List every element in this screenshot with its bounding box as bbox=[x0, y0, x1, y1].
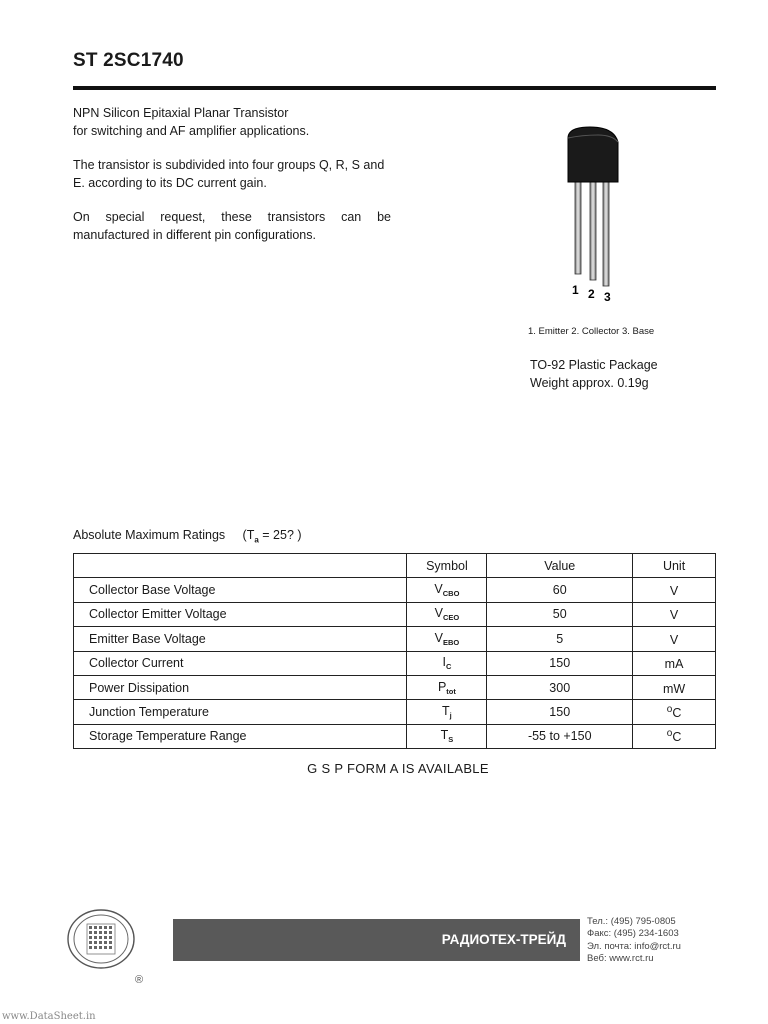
symbol-cell: $I_C$ bbox=[407, 651, 487, 675]
table-row bbox=[74, 651, 716, 675]
symbol-cell: $P_{tot}$ bbox=[407, 675, 487, 699]
company-logo-icon bbox=[66, 908, 136, 970]
value-cell: 60 bbox=[487, 578, 633, 602]
contact-email: Эл. почта: info@rct.ru bbox=[587, 940, 681, 952]
table-row bbox=[74, 578, 716, 602]
table-header-row bbox=[74, 554, 716, 578]
ratings-table-body bbox=[74, 578, 716, 749]
table-row bbox=[74, 602, 716, 626]
pin-number-3: 3 bbox=[604, 290, 611, 304]
symbol-cell: $V_{CEO}$ bbox=[407, 602, 487, 626]
ratings-title: Absolute Maximum Ratings bbox=[73, 528, 226, 542]
unit-cell: mW bbox=[633, 675, 716, 699]
company-banner bbox=[173, 919, 580, 961]
symbol-cell: $V_{EBO}$ bbox=[407, 627, 487, 651]
package-type: TO-92 Plastic Package bbox=[530, 358, 658, 372]
header-unit: Unit bbox=[633, 554, 716, 578]
unit-cell: V bbox=[633, 627, 716, 651]
ratings-heading bbox=[73, 528, 302, 545]
description-line-1: NPN Silicon Epitaxial Planar Transistor bbox=[73, 106, 289, 120]
gsp-form-note: G S P FORM A IS AVAILABLE bbox=[307, 761, 489, 776]
contact-website: Веб: www.rct.ru bbox=[587, 953, 654, 965]
description-paragraph-3: On special request, these transistors can be manufactured in different pin configurations. bbox=[73, 210, 391, 242]
parameter-cell: Emitter Base Voltage bbox=[74, 627, 407, 651]
unit-cell: V bbox=[633, 578, 716, 602]
table-row bbox=[74, 627, 716, 651]
company-name: РАДИОТЕХ-ТРЕЙД bbox=[441, 932, 566, 947]
symbol-cell: $V_{CBO}$ bbox=[407, 578, 487, 602]
parameter-cell: Collector Current bbox=[74, 651, 407, 675]
unit-cell: $^o$C bbox=[633, 700, 716, 724]
value-cell: 300 bbox=[487, 675, 633, 699]
transistor-leads bbox=[575, 176, 609, 286]
description-paragraph-1 bbox=[73, 104, 391, 140]
datasheet-watermark: www.DataSheet.in bbox=[2, 1011, 96, 1022]
unit-cell: V bbox=[633, 602, 716, 626]
parameter-cell: Junction Temperature bbox=[74, 700, 407, 724]
logo-dot-grid bbox=[87, 924, 115, 954]
table-row bbox=[74, 724, 716, 748]
registered-mark: ® bbox=[135, 974, 144, 986]
package-info bbox=[530, 356, 658, 392]
value-cell: 150 bbox=[487, 651, 633, 675]
parameter-cell: Storage Temperature Range bbox=[74, 724, 407, 748]
parameter-cell: Collector Base Voltage bbox=[74, 578, 407, 602]
value-cell: -55 to +150 bbox=[487, 724, 633, 748]
to92-package-illustration bbox=[540, 120, 640, 305]
table-row bbox=[74, 675, 716, 699]
value-cell: 5 bbox=[487, 627, 633, 651]
value-cell: 50 bbox=[487, 602, 633, 626]
ratings-table bbox=[73, 553, 716, 749]
symbol-cell: $T_j$ bbox=[407, 700, 487, 724]
value-cell: 150 bbox=[487, 700, 633, 724]
contact-fax: Факс: (495) 234-1603 bbox=[587, 928, 679, 940]
symbol-cell: $T_S$ bbox=[407, 724, 487, 748]
parameter-cell: Power Dissipation bbox=[74, 675, 407, 699]
page-title: ST 2SC1740 bbox=[73, 50, 184, 71]
contact-info bbox=[587, 916, 681, 966]
unit-cell: $^o$C bbox=[633, 724, 716, 748]
title-rule bbox=[73, 86, 716, 90]
header-symbol: Symbol bbox=[407, 554, 487, 578]
pin-assignment-caption: 1. Emitter 2. Collector 3. Base bbox=[528, 326, 655, 337]
table-row bbox=[74, 700, 716, 724]
header-value: Value bbox=[487, 554, 633, 578]
pin-number-2: 2 bbox=[588, 287, 595, 301]
pin-number-1: 1 bbox=[572, 283, 579, 297]
description-paragraph-2: The transistor is subdivided into four groups Q, R, S and E. according to its DC current gain. bbox=[73, 158, 385, 190]
unit-cell: mA bbox=[633, 651, 716, 675]
description-line-2: for switching and AF amplifier applications. bbox=[73, 124, 310, 138]
contact-phone: Тел.: (495) 795-0805 bbox=[587, 916, 676, 927]
header-parameter bbox=[74, 554, 407, 578]
ratings-condition: ($T_a = 25$? ) bbox=[242, 528, 302, 545]
package-weight: Weight approx. 0.19g bbox=[530, 376, 649, 390]
parameter-cell: Collector Emitter Voltage bbox=[74, 602, 407, 626]
description-block bbox=[73, 104, 391, 260]
